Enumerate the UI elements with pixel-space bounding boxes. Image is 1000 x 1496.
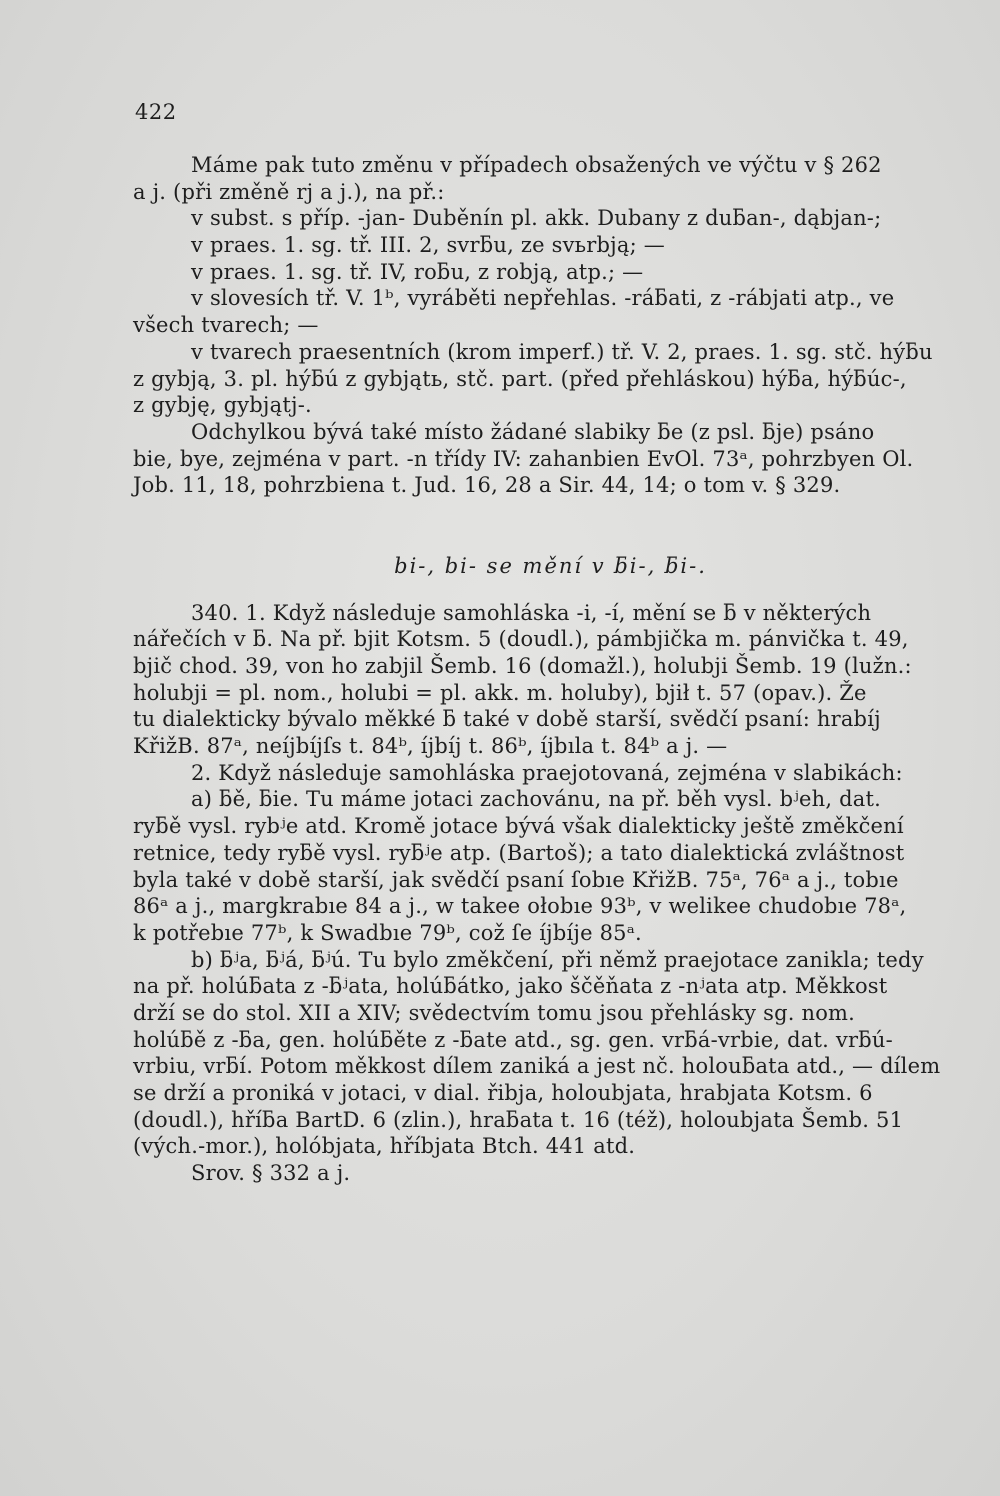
text-line: v slovesích tř. V. 1ᵇ, vyráběti nepřehlas. -ráƃati, z -rábjati atp., ve — [191, 286, 895, 311]
text-line: holubji = pl. nom., holubi = pl. akk. m. holuby), bjił t. 57 (opav.). Že — [133, 680, 867, 705]
text-line: (doudl.), hříƃa BartD. 6 (zlin.), hraƃata t. 16 (též), holoubjata Šemb. 51 — [133, 1107, 904, 1132]
text-line: v praes. 1. sg. tř. III. 2, svrƃu, ze svьrbją; — — [191, 233, 665, 258]
text-line: drží se do stol. XII a XIV; svědectvím tomu jsou přehlásky sg. nom. — [133, 1000, 856, 1025]
page-body — [133, 152, 941, 1187]
text-line: 86ᵃ a j., margkrabıe 84 a j., w takee ołobıe 93ᵇ, v welikee chudobıe 78ᵃ, — [133, 894, 907, 919]
text-line: bie, bye, zejména v part. -n třídy IV: zahanbien EvOl. 73ᵃ, pohrzbyen Ol. — [133, 446, 914, 471]
text-line: vrbiu, vrƃí. Potom měkkost dílem zaniká a jest nč. holouƃata atd., — dílem — [133, 1054, 941, 1079]
text-line: retnice, tedy ryƃě vysl. ryƃʲe atp. (Bartoš); a tato dialektická zvláštnost — [133, 840, 905, 865]
text-line: na př. holúƃata z -ƃʲata, holúƃátko, jako ščěňata z -nʲata atp. Měkkost — [133, 974, 888, 999]
text-line: KřižB. 87ᵃ, neíjbíjſs t. 84ᵇ, íjbíj t. 86ᵇ, íjbıla t. 84ᵇ a j. — — [133, 734, 728, 759]
text-line: 340. 1. Když následuje samohláska -i, -í, mění se ƃ v některých — [191, 600, 872, 625]
spacer — [133, 499, 928, 553]
text-line: a) ƃě, ƃie. Tu máme jotaci zachovánu, na př. běh vysl. bʲeh, dat. — [191, 787, 882, 812]
text-line: Srov. § 332 a j. — [191, 1161, 351, 1186]
text-line: nářečích v ƃ. Na př. bjit Kotsm. 5 (doudl.), pámbjička m. pánvička t. 49, — [133, 627, 909, 652]
text-line: v tvarech praesentních (krom imperf.) tř. V. 2, praes. 1. sg. stč. hýƃu — [191, 339, 933, 364]
text-line: se drží a proniká v jotaci, v dial. řibja, holoubjata, hrabjata Kotsm. 6 — [133, 1081, 873, 1105]
text-line: byla také v době starší, jak svědčí psaní ſobıe KřižB. 75ᵃ, 76ᵃ a j., tobıe — [133, 867, 899, 892]
spacer — [133, 580, 928, 600]
text-line: v subst. s příp. -jan- Duběnín pl. akk. Dubany z duƃan-, dąbjan-; — [191, 206, 882, 231]
text-line: a j. (při změně rj a j.), na př.: — [133, 179, 445, 204]
text-line: z gybją, 3. pl. hýƃú z gybjątь, stč. part. (před přehláskou) hýƃa, hýƃúc-, — [133, 366, 907, 391]
text-line: tu dialekticky bývalo měkké ƃ také v době starší, svědčí psaní: hrabíj — [133, 707, 881, 732]
text-line: ryƃě vysl. rybʲe atd. Kromě jotace bývá však dialekticky ještě změkčení — [133, 814, 904, 839]
text-line: holúƃě z -ƃa, gen. holúƃěte z -ƃate atd., sg. gen. vrƃá-vrbie, dat. vrƃú- — [133, 1027, 893, 1052]
text-line: (vých.-mor.), holóbjata, hříbjata Btch. 441 atd. — [133, 1134, 636, 1159]
text-line: Job. 11, 18, pohrzbiena t. Jud. 16, 28 a Sir. 44, 14; o tom v. § 329. — [133, 473, 841, 498]
page-number: 422 — [135, 100, 177, 124]
text-line: k potřebıe 77ᵇ, k Swadbıe 79ᵇ, což ſe íjbíje 85ᵃ. — [133, 920, 642, 945]
text-line: 2. Když následuje samohláska praejotovaná, zejména v slabikách: — [191, 760, 903, 785]
text-line: Máme pak tuto změnu v případech obsažených ve výčtu v § 262 — [191, 153, 882, 177]
text-line: všech tvarech; — — [133, 313, 319, 338]
text-line: bjič chod. 39, von ho zabjil Šemb. 16 (domažl.), holubji Šemb. 19 (lužn.: — [133, 654, 912, 678]
text-line: b) ƃʲa, ƃʲá, ƃʲú. Tu bylo změkčení, při němž praejotace zanikla; tedy — [191, 947, 924, 972]
section-heading: bi-, bi- se mění v ƃi-, ƃi-. — [394, 553, 707, 578]
text-line: z gybję, gybjątj-. — [133, 393, 312, 418]
text-line: Odchylkou bývá také místo žádané slabiky ƃe (z psl. ƃje) psáno — [191, 419, 875, 444]
paragraph-block-changes — [133, 152, 933, 499]
text-line: v praes. 1. sg. tř. IV, roƃu, z robją, atp.; — — [191, 259, 644, 284]
section-340-block — [133, 600, 941, 1187]
